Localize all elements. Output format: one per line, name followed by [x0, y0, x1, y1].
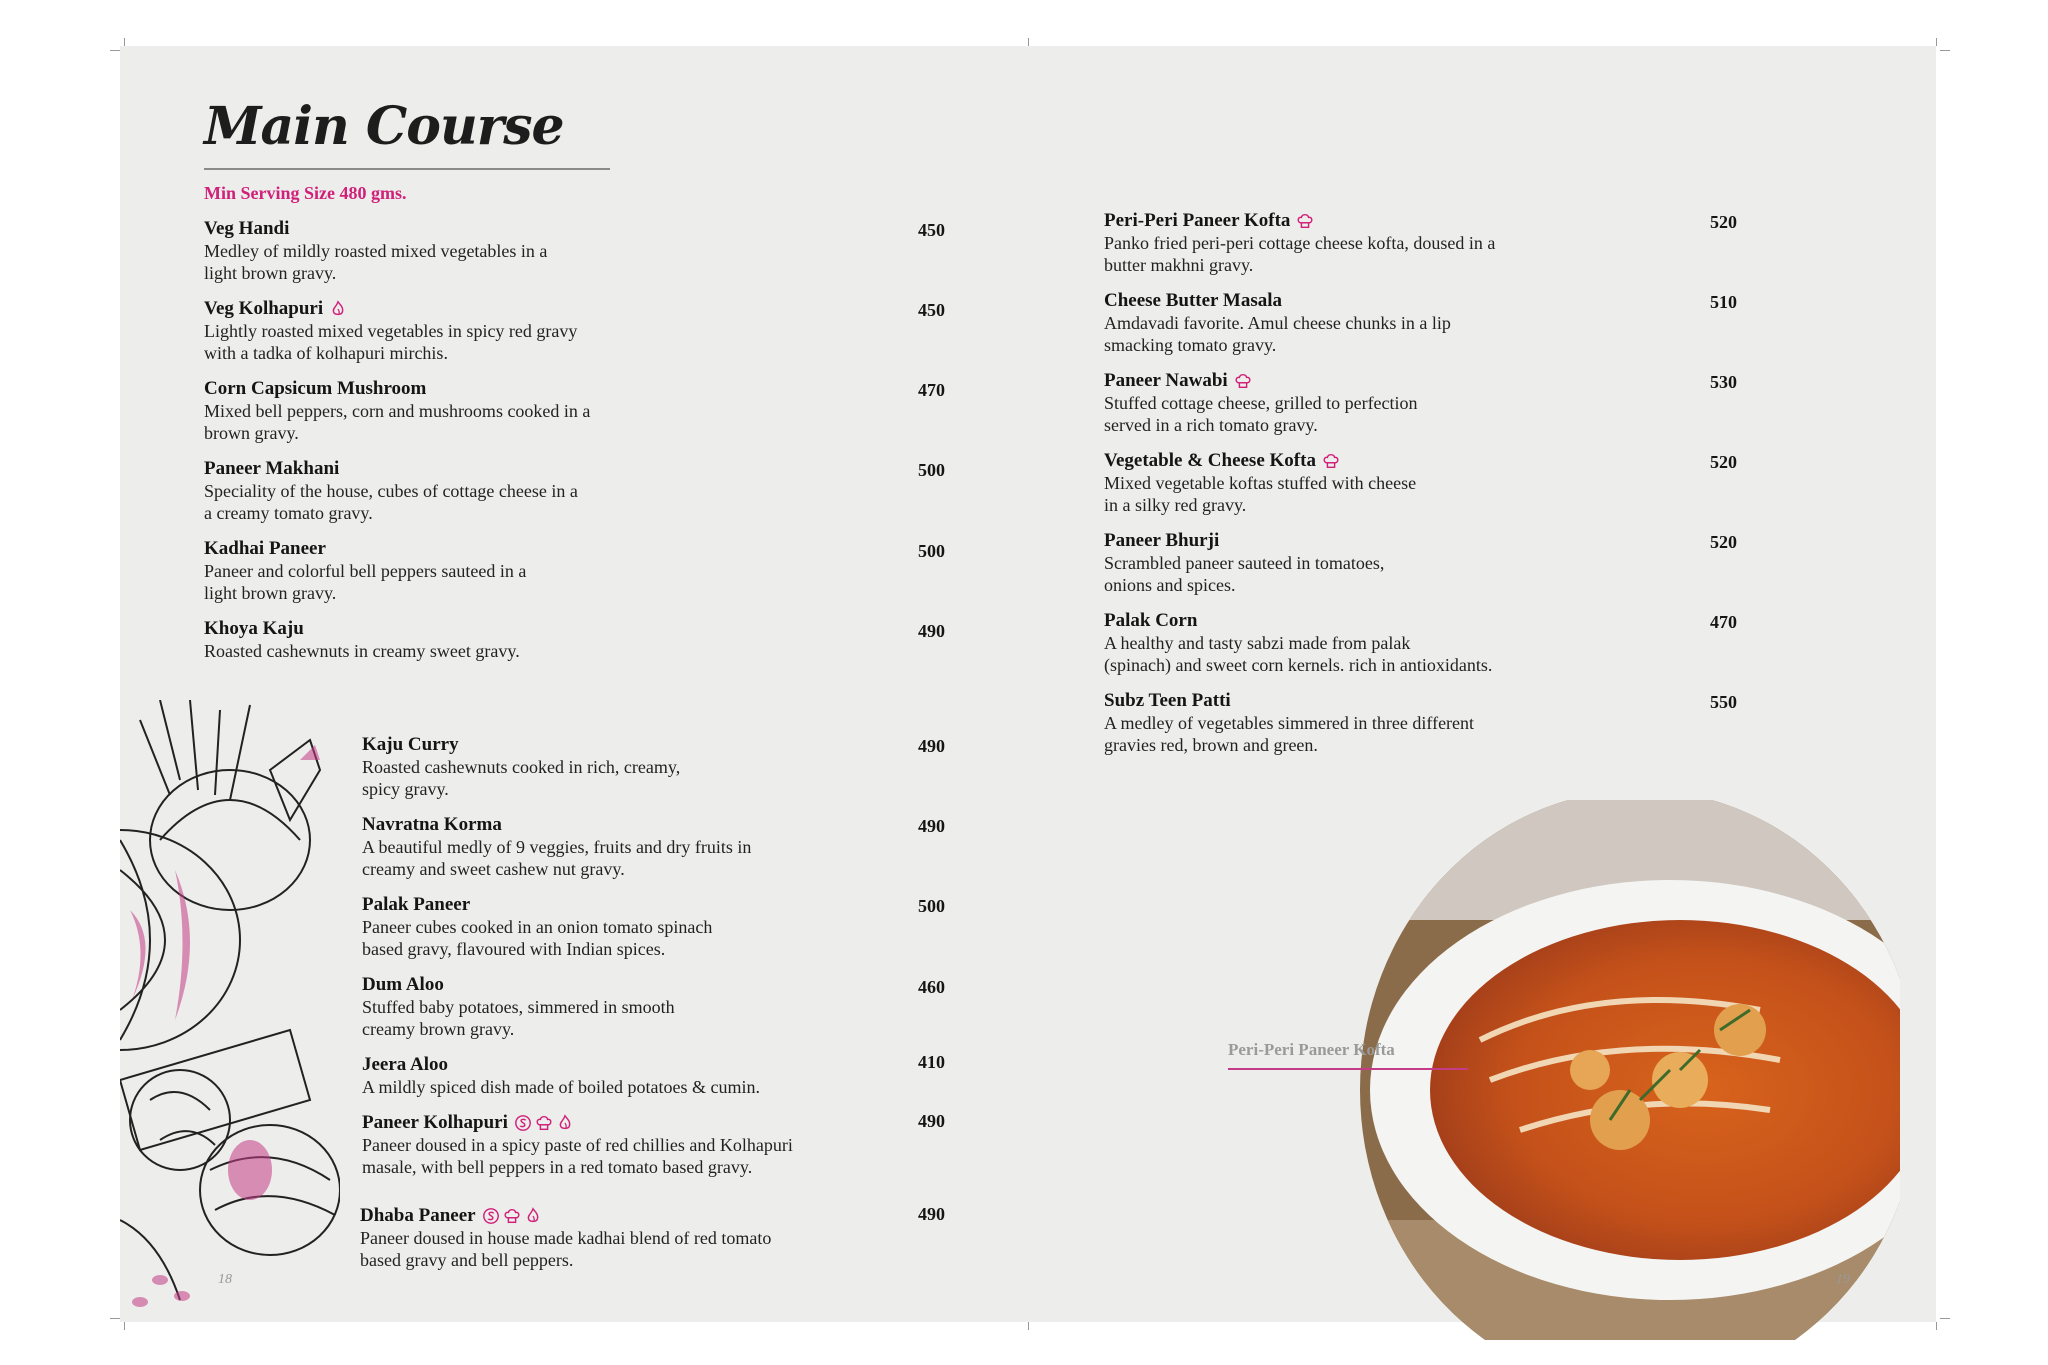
crop-mark	[1940, 1318, 1950, 1319]
menu-item	[362, 734, 680, 800]
menu-item-description: light brown gravy.	[204, 263, 337, 283]
crop-mark	[1028, 38, 1029, 46]
menu-item-name: Dum Aloo	[362, 974, 444, 995]
menu-item-name: Vegetable & Cheese Kofta	[1104, 450, 1316, 471]
menu-item-price: 500	[918, 460, 945, 480]
menu-item-name: Jeera Aloo	[362, 1054, 449, 1075]
menu-item	[204, 298, 577, 364]
menu-item-description: creamy brown gravy.	[362, 1019, 515, 1039]
menu-item-description: brown gravy.	[204, 423, 299, 443]
menu-item-name: Kaju Curry	[362, 734, 459, 755]
menu-item-name: Paneer Nawabi	[1104, 370, 1228, 391]
chef-hat-icon	[1234, 372, 1252, 390]
menu-item-description: creamy and sweet cashew nut gravy.	[362, 859, 625, 879]
spicy-icon	[329, 300, 347, 318]
menu-item-price: 530	[1710, 372, 1737, 392]
menu-item-description: Mixed bell peppers, corn and mushrooms cooked in a	[204, 401, 591, 421]
menu-item-price: 550	[1710, 692, 1737, 712]
menu-item-price: 500	[918, 896, 945, 916]
menu-item-name: Corn Capsicum Mushroom	[204, 378, 427, 399]
crop-mark	[1936, 38, 1937, 46]
menu-item	[1104, 290, 1451, 356]
menu-item-price: 490	[918, 816, 945, 836]
menu-item-description: Paneer doused in house made kadhai blend of red tomato	[360, 1228, 772, 1248]
chef-hat-icon	[1296, 212, 1314, 230]
menu-item	[360, 1205, 771, 1271]
menu-item-price: 490	[918, 1111, 945, 1131]
menu-item-description: spicy gravy.	[362, 779, 449, 799]
menu-item-description: served in a rich tomato gravy.	[1104, 415, 1318, 435]
menu-item-description: gravies red, brown and green.	[1104, 735, 1318, 755]
menu-item	[362, 894, 712, 960]
menu-item-description: Mixed vegetable koftas stuffed with cheese	[1104, 473, 1417, 493]
menu-item	[1104, 690, 1474, 756]
menu-item-description: in a silky red gravy.	[1104, 495, 1247, 515]
vegetable-sketch-illustration	[120, 700, 340, 1322]
menu-item-description: Amdavadi favorite. Amul cheese chunks in a lip	[1104, 313, 1451, 333]
menu-item-price: 470	[918, 380, 945, 400]
dish-photo	[1340, 800, 1900, 1340]
menu-item-description: smacking tomato gravy.	[1104, 335, 1277, 355]
page-number-left: 18	[218, 1272, 232, 1287]
serving-size-note: Min Serving Size 480 gms.	[204, 183, 407, 203]
menu-item-description: Lightly roasted mixed vegetables in spicy red gravy	[204, 321, 578, 341]
title-divider	[204, 168, 610, 170]
menu-item-description: masale, with bell peppers in a red tomato based gravy.	[362, 1157, 753, 1177]
menu-item-description: Medley of mildly roasted mixed vegetables in a	[204, 241, 548, 261]
page-title: Main Course	[204, 96, 564, 157]
menu-item-description: onions and spices.	[1104, 575, 1236, 595]
menu-item-price: 450	[918, 220, 945, 240]
chef-hat-icon	[535, 1114, 553, 1132]
menu-item-description: A mildly spiced dish made of boiled potatoes & cumin.	[362, 1077, 760, 1097]
menu-item-description: A medley of vegetables simmered in three different	[1104, 713, 1475, 733]
menu-item-description: based gravy, flavoured with Indian spices.	[362, 939, 666, 959]
menu-item-price: 520	[1710, 532, 1737, 552]
chef-hat-icon	[1322, 452, 1340, 470]
caption-line	[1228, 1068, 1468, 1070]
menu-item-price: 490	[918, 621, 945, 641]
menu-item-description: A healthy and tasty sabzi made from palak	[1104, 633, 1411, 653]
crop-mark	[124, 38, 125, 46]
menu-item-description: butter makhni gravy.	[1104, 255, 1254, 275]
menu-item	[362, 974, 675, 1040]
photo-caption: Peri-Peri Paneer Kofta	[1228, 1040, 1395, 1059]
menu-item-price: 490	[918, 736, 945, 756]
menu-item	[204, 538, 526, 604]
menu-item	[1104, 450, 1416, 516]
signature-icon	[482, 1207, 500, 1225]
menu-item-price: 460	[918, 977, 945, 997]
menu-item-price: 470	[1710, 612, 1737, 632]
chef-hat-icon	[503, 1207, 521, 1225]
menu-item-price: 490	[918, 1204, 945, 1224]
menu-item-description: Paneer and colorful bell peppers sauteed in a	[204, 561, 527, 581]
menu-item-description: Roasted cashewnuts cooked in rich, creamy,	[362, 757, 681, 777]
menu-item-name: Cheese Butter Masala	[1104, 290, 1283, 311]
menu-item-description: Stuffed baby potatoes, simmered in smooth	[362, 997, 675, 1017]
menu-item-description: Panko fried peri-peri cottage cheese kofta, doused in a	[1104, 233, 1496, 253]
menu-item-name: Kadhai Paneer	[204, 538, 326, 559]
menu-item-description: based gravy and bell peppers.	[360, 1250, 574, 1270]
menu-item	[1104, 210, 1495, 276]
crop-mark	[1940, 50, 1950, 51]
menu-item-description: a creamy tomato gravy.	[204, 503, 373, 523]
menu-item-description: (spinach) and sweet corn kernels. rich in antioxidants.	[1104, 655, 1493, 675]
menu-item-description: A beautiful medly of 9 veggies, fruits and dry fruits in	[362, 837, 752, 857]
menu-item	[362, 814, 751, 880]
menu-item-description: Scrambled paneer sauteed in tomatoes,	[1104, 553, 1385, 573]
menu-item-description: Speciality of the house, cubes of cottage cheese in a	[204, 481, 578, 501]
menu-item-name: Paneer Kolhapuri	[362, 1112, 508, 1133]
signature-icon	[514, 1114, 532, 1132]
menu-item-name: Paneer Bhurji	[1104, 530, 1220, 551]
menu-item-name: Veg Kolhapuri	[204, 298, 324, 319]
menu-item-name: Dhaba Paneer	[360, 1205, 476, 1226]
menu-item-name: Palak Corn	[1104, 610, 1198, 631]
menu-item	[204, 618, 520, 662]
menu-item-description: with a tadka of kolhapuri mirchis.	[204, 343, 448, 363]
menu-item	[362, 1112, 793, 1178]
menu-item-name: Veg Handi	[204, 218, 290, 239]
menu-item-name: Khoya Kaju	[204, 618, 304, 639]
menu-item-name: Navratna Korma	[362, 814, 502, 835]
spicy-icon	[556, 1114, 574, 1132]
crop-mark	[1028, 1322, 1029, 1330]
menu-item-description: Paneer doused in a spicy paste of red chillies and Kolhapuri	[362, 1135, 793, 1155]
menu-item-price: 510	[1710, 292, 1737, 312]
menu-item-description: Stuffed cottage cheese, grilled to perfection	[1104, 393, 1418, 413]
menu-item-price: 410	[918, 1052, 945, 1072]
crop-mark	[1936, 1322, 1937, 1330]
menu-item-description: Paneer cubes cooked in an onion tomato spinach	[362, 917, 713, 937]
menu-item-name: Subz Teen Patti	[1104, 690, 1231, 711]
menu-item-name: Peri-Peri Paneer Kofta	[1104, 210, 1291, 231]
menu-item-price: 520	[1710, 212, 1737, 232]
menu-item	[204, 458, 578, 524]
spicy-icon	[524, 1207, 542, 1225]
menu-item-name: Paneer Makhani	[204, 458, 340, 479]
crop-mark	[124, 1322, 125, 1330]
menu-item	[1104, 370, 1418, 436]
menu-item	[204, 218, 547, 284]
menu-item	[362, 1054, 760, 1098]
page-number-right: 19	[1836, 1272, 1850, 1287]
crop-mark	[110, 50, 120, 51]
menu-item-price: 520	[1710, 452, 1737, 472]
menu-item-price: 500	[918, 541, 945, 561]
menu-item-description: light brown gravy.	[204, 583, 337, 603]
menu-item-price: 450	[918, 300, 945, 320]
menu-item	[1104, 610, 1492, 676]
crop-mark	[110, 1318, 120, 1319]
menu-item	[204, 378, 590, 444]
menu-item-name: Palak Paneer	[362, 894, 471, 915]
menu-item-description: Roasted cashewnuts in creamy sweet gravy.	[204, 641, 520, 661]
menu-item	[1104, 530, 1384, 596]
